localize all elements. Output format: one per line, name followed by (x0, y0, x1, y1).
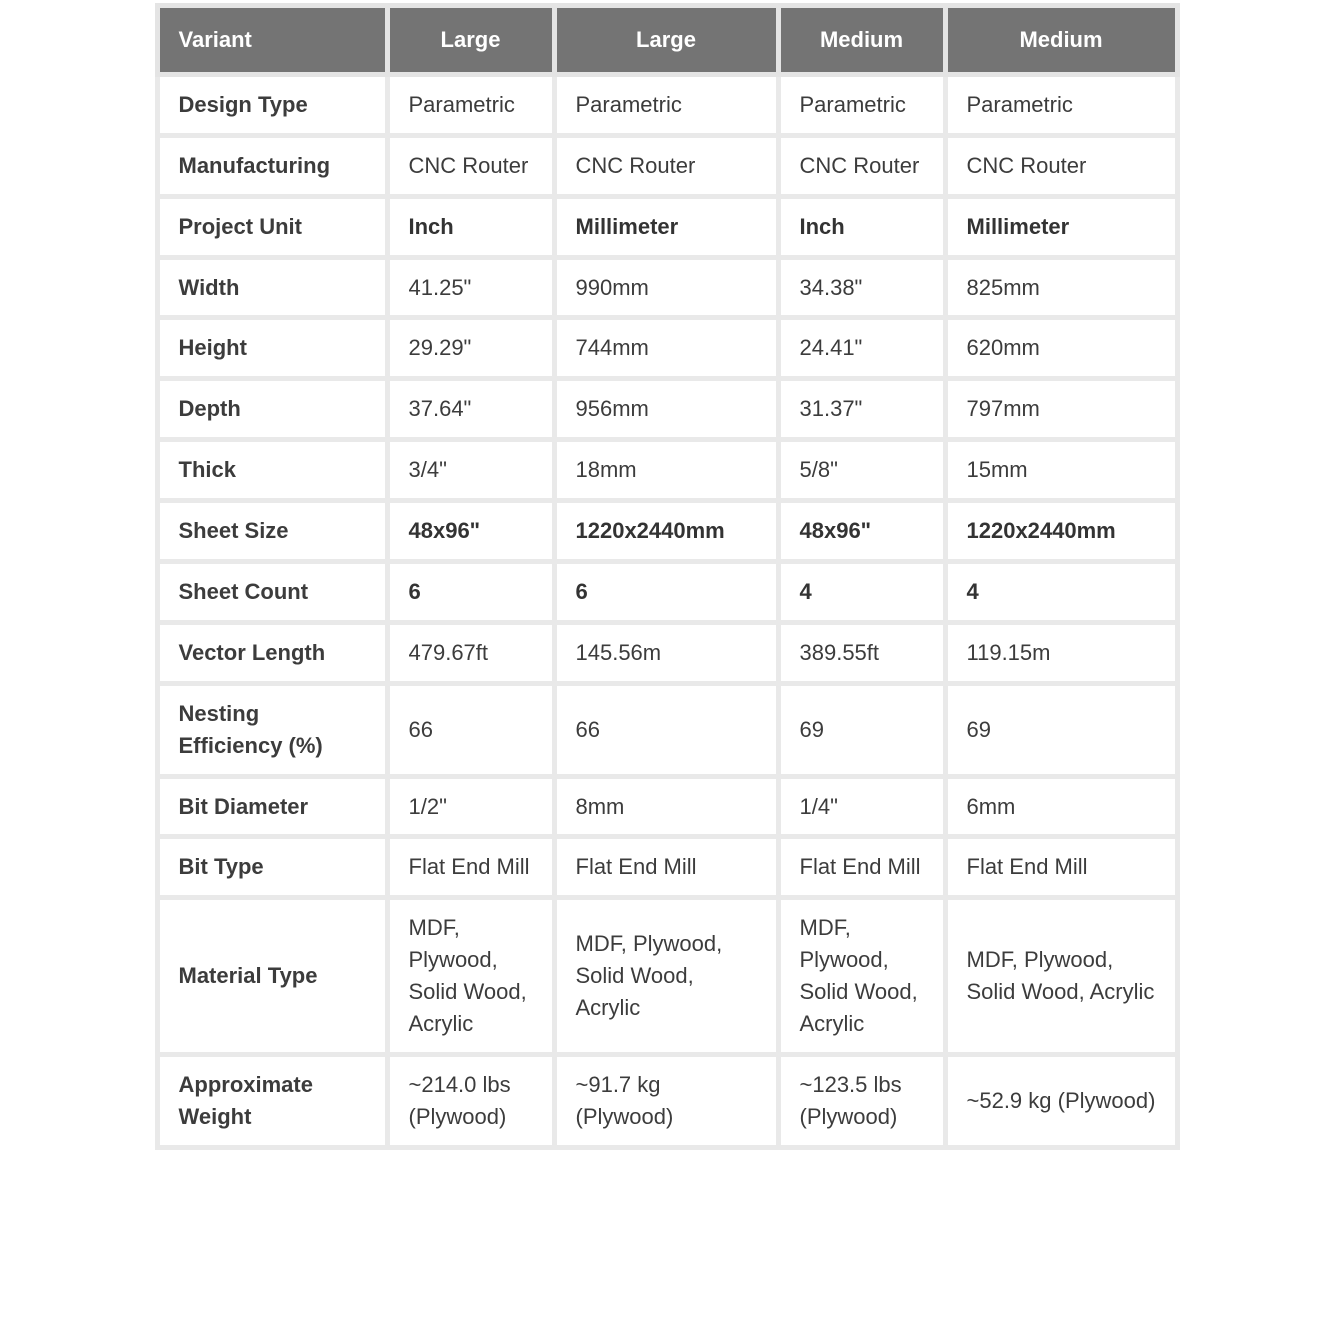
header-cell-medium-3: Medium (945, 6, 1177, 75)
table-cell: MDF, Plywood, Solid Wood, Acrylic (554, 898, 778, 1055)
table-row (157, 196, 1177, 257)
table-cell: MDF, Plywood, Solid Wood, Acrylic (387, 898, 554, 1055)
table-cell: Flat End Mill (554, 837, 778, 898)
table-cell: 4 (945, 562, 1177, 623)
table-row (157, 257, 1177, 318)
table-cell: Parametric (778, 74, 945, 135)
table-row (157, 1054, 1177, 1147)
table-cell: 5/8" (778, 440, 945, 501)
table-cell: CNC Router (387, 135, 554, 196)
row-label: Project Unit (157, 196, 387, 257)
table-row (157, 622, 1177, 683)
table-cell: 15mm (945, 440, 1177, 501)
table-cell: 744mm (554, 318, 778, 379)
table-row (157, 440, 1177, 501)
table-row (157, 74, 1177, 135)
row-label: Manufacturing (157, 135, 387, 196)
table-cell: 41.25" (387, 257, 554, 318)
row-label: Sheet Size (157, 501, 387, 562)
row-label: Design Type (157, 74, 387, 135)
specification-table (155, 3, 1180, 1150)
table-cell: 797mm (945, 379, 1177, 440)
header-cell-large-1: Large (554, 6, 778, 75)
header-cell-variant: Variant (157, 6, 387, 75)
table-cell: 956mm (554, 379, 778, 440)
table-row (157, 562, 1177, 623)
row-label: Depth (157, 379, 387, 440)
table-cell: 69 (945, 683, 1177, 776)
table-cell: 48x96" (387, 501, 554, 562)
table-cell: 37.64" (387, 379, 554, 440)
table-cell: 479.67ft (387, 622, 554, 683)
row-label: Width (157, 257, 387, 318)
table-cell: 8mm (554, 776, 778, 837)
row-label: Bit Type (157, 837, 387, 898)
table-body (157, 74, 1177, 1147)
table-cell: 6 (554, 562, 778, 623)
table-cell: Inch (778, 196, 945, 257)
table-cell: Parametric (945, 74, 1177, 135)
table-row (157, 683, 1177, 776)
table-header-row (157, 6, 1177, 75)
table-cell: 145.56m (554, 622, 778, 683)
table-cell: 119.15m (945, 622, 1177, 683)
table-cell: Flat End Mill (945, 837, 1177, 898)
table-cell: 1/2" (387, 776, 554, 837)
header-cell-medium-2: Medium (778, 6, 945, 75)
table-cell: 1/4" (778, 776, 945, 837)
table-cell: Flat End Mill (778, 837, 945, 898)
table-cell: Millimeter (554, 196, 778, 257)
table-cell: 18mm (554, 440, 778, 501)
table-cell: CNC Router (945, 135, 1177, 196)
table-row (157, 501, 1177, 562)
table-cell: 6 (387, 562, 554, 623)
table-cell: CNC Router (778, 135, 945, 196)
table-cell: MDF, Plywood, Solid Wood, Acrylic (945, 898, 1177, 1055)
table-cell: Flat End Mill (387, 837, 554, 898)
table-row (157, 776, 1177, 837)
table-cell: 29.29" (387, 318, 554, 379)
table-row (157, 837, 1177, 898)
table-cell: 825mm (945, 257, 1177, 318)
table-cell: 66 (554, 683, 778, 776)
table-cell: ~91.7 kg (Plywood) (554, 1054, 778, 1147)
row-label: Height (157, 318, 387, 379)
table-cell: 6mm (945, 776, 1177, 837)
table-cell: 1220x2440mm (554, 501, 778, 562)
table-cell: Millimeter (945, 196, 1177, 257)
table-cell: 48x96" (778, 501, 945, 562)
table-cell: MDF, Plywood, Solid Wood, Acrylic (778, 898, 945, 1055)
row-label: Vector Length (157, 622, 387, 683)
table-cell: 3/4" (387, 440, 554, 501)
table-cell: 990mm (554, 257, 778, 318)
table-cell: ~52.9 kg (Plywood) (945, 1054, 1177, 1147)
row-label: Thick (157, 440, 387, 501)
table-cell: 1220x2440mm (945, 501, 1177, 562)
table-cell: Inch (387, 196, 554, 257)
row-label: Approximate Weight (157, 1054, 387, 1147)
table-cell: 4 (778, 562, 945, 623)
table-cell: CNC Router (554, 135, 778, 196)
table-cell: 389.55ft (778, 622, 945, 683)
table-cell: 24.41" (778, 318, 945, 379)
row-label: Sheet Count (157, 562, 387, 623)
header-cell-large-0: Large (387, 6, 554, 75)
table-cell: 34.38" (778, 257, 945, 318)
table-cell: Parametric (554, 74, 778, 135)
table-cell: Parametric (387, 74, 554, 135)
table-row (157, 898, 1177, 1055)
table-row (157, 379, 1177, 440)
table-cell: ~214.0 lbs (Plywood) (387, 1054, 554, 1147)
table-row (157, 318, 1177, 379)
row-label: Bit Diameter (157, 776, 387, 837)
table-cell: 620mm (945, 318, 1177, 379)
table-row (157, 135, 1177, 196)
table-cell: 31.37" (778, 379, 945, 440)
row-label: Material Type (157, 898, 387, 1055)
table-cell: 66 (387, 683, 554, 776)
table-cell: ~123.5 lbs (Plywood) (778, 1054, 945, 1147)
table-cell: 69 (778, 683, 945, 776)
row-label: Nesting Efficiency (%) (157, 683, 387, 776)
